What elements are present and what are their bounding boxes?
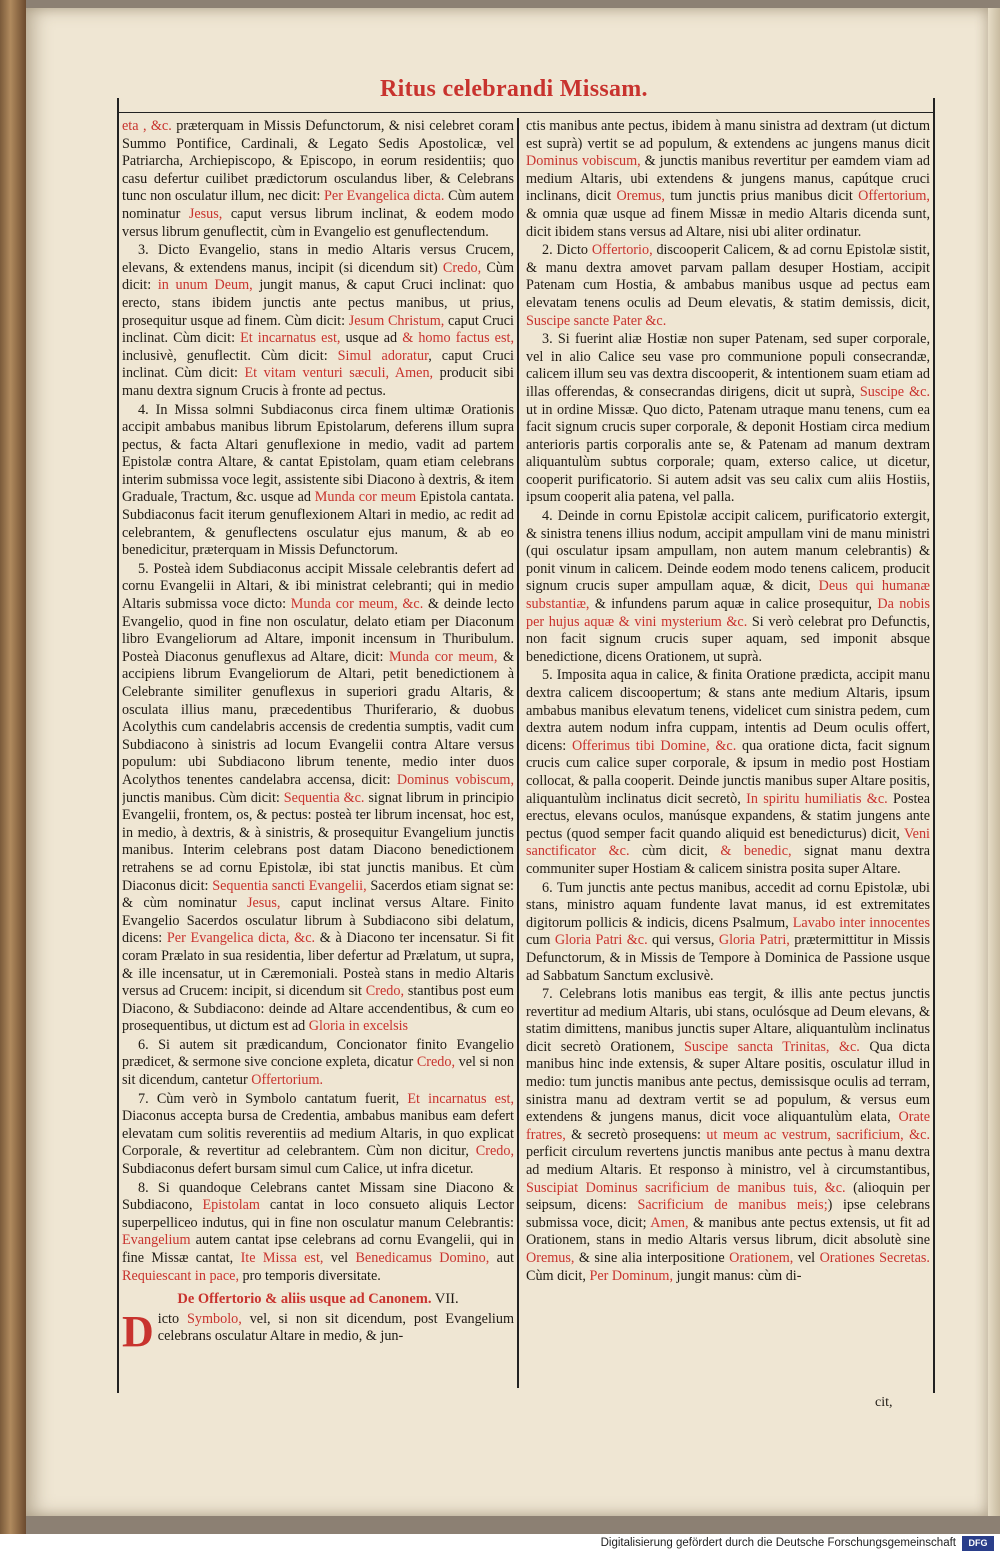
body-text: cùm dicit, (629, 843, 721, 860)
body-text: ut in ordine Missæ. Quo dicto, Patenam utraque manu tenens, cum ea facit signum crucis super corporale, & deponit Hostiam circa medium anterioris partis corporalis ante se, & Patenam ad manum dextram aliquantulùm subtus corporale; quam, exterso calice, ut dicetur, cooperit purificatorio. Si autem adsit vas seu calix cum aliis Hostiis, ipsum cooperit alia patena, vel palla. (526, 401, 930, 506)
rubric-text: Gloria Patri &c. (554, 932, 648, 949)
body-text: Diaconus accepta bursa de Credentia, ambabus manibus eam defert elevatam cum solitis reverentiis ad medium Altaris, in quo explicat Corporale, & revertitur ad celebrantem. Cùm non dicitur, (122, 1108, 514, 1160)
body-text: & deinde lecto Evangelio, quod in fine non osculatur, delato etiam per Diaconum libro Evangeliorum ad Altare, imponit incensum in Thuribulum. Posteà Diaconus genuflexus ad Altare, dicit: (122, 596, 514, 665)
rubric-text: & homo factus est, (402, 330, 514, 347)
body-text: inclusivè, genuflectit. Cùm dicit: (122, 347, 338, 364)
paragraph (122, 242, 514, 400)
rubric-text: Offerimus tibi Domine, &c. (571, 737, 737, 754)
body-text: & sine alia interpositione (574, 1250, 730, 1266)
body-text: icto (157, 1310, 187, 1327)
body-text: producit sibi manu dextra signum Crucis à fronte ad pectus. (122, 365, 514, 399)
body-text: signat manu dextra communiter super Hostiam & calicem sinistra posita super Altare. (526, 843, 930, 877)
body-text: aut (489, 1250, 514, 1266)
body-text: caput inclinat versus Altare. Finito Evangelio Sacerdos osculatur librum à Subdiacono sibi delatum, dicens: (122, 895, 514, 947)
rubric-text: Munda cor meum, &c. (290, 596, 424, 613)
rubric-text: Suscipe sancte Pater &c. (526, 312, 667, 329)
body-text: Cùm dicit: (122, 259, 514, 294)
rubric-text: Suscipiat Dominus sacrificium de manibus tuis, &c. (526, 1179, 846, 1196)
rubric-text: Et incarnatus est, (407, 1090, 514, 1107)
body-text: jungit manus: cùm di- (673, 1267, 802, 1284)
paragraph (526, 118, 930, 241)
frame-rule-right (933, 98, 935, 1393)
rubric-text: Oremus, (616, 188, 665, 205)
body-text: 6. Si autem sit prædicandum, Concionator finito Evangelio prædicet, & sermone sive concione expleta, dicatur (122, 1036, 514, 1071)
body-text: vel si non sit dicendum, cantetur (122, 1054, 514, 1089)
page-edge (988, 8, 1000, 1516)
body-text: pro temporis diversitate. (239, 1267, 381, 1284)
rubric-text: Oremus, (526, 1250, 575, 1266)
body-text: 3. Si fuerint aliæ Hostiæ non super Patenam, sed super corporale, vel in alio Calice seu vase pro communione populi consecrandæ, calicem illum seu vas dextra discooperit, & intentionem suam etiam ad illas offerendas, & consecrandas dirigens, dicit ut suprà, (526, 331, 930, 400)
body-text: 7. Cùm verò in Symbolo cantatum fuerit, (138, 1090, 408, 1107)
body-text: & manibus ante pectus extensis, ut fit ad Orationem, stans in medio Altaris versus librum, dicit absolutè sine (526, 1214, 930, 1249)
body-text: Si verò celebrat pro Defunctis, non facit signum crucis super aquam, sed imponit absque benedictione, dicens Orationem, ut suprà. (526, 613, 930, 665)
rubric-text: in unum Deum, (157, 277, 253, 294)
paragraph (526, 667, 930, 878)
body-text: qua oratione dicta, facit signum crucis cum calice super corporale, & ipsum in medio post Hostiam collocat, & palla cooperit. Deinde junctis manibus super Altare positis, aliquantulùm inclinatus dicit secretò, (526, 737, 930, 807)
body-text: prætermittitur in Missis Defunctorum, & in Missis de Tempore à Dominica de Passione usque ad Sabbatum Sanctum exclusivè. (526, 932, 930, 984)
rubric-text: Simul adoratur (337, 347, 429, 364)
rubric-text: Offertorium, (858, 188, 930, 205)
body-text: 8. Si quandoque Celebrans cantet Missam sine Diacono & Subdiacono, (122, 1179, 514, 1214)
rubric-text: Per Evangelica dicta. (324, 188, 445, 205)
body-text: Cùm dicit, (526, 1267, 590, 1284)
rubric-text: Per Evangelica dicta, &c. (166, 930, 316, 947)
body-text: stantibus post eum Diacono, & Subdiacono: deinde ad Altare accendentibus, & cum eo prosequentibus, ut dictum est ad (122, 983, 514, 1035)
body-text: & accipiens librum Evangeliorum de Altari, petit benedictionem à Celebrante similiter genuflexus in superiori gradu Altaris, & osculata illius manu, præcedentibus Thuriferario, & duobus Acolythis cum candelabris accensis de credentia sumptis, vadit cum Subdiacono à sinistris ad locum Evangelii contra Altare versus populum: ubi Subdiacono librum tenente, medio inter duos Acolythos tenentes candelabra accensa, dicit: (122, 648, 514, 788)
rubric-text: Jesus, (246, 895, 281, 912)
rubric-text: Veni sanctificator &c. (526, 825, 930, 860)
body-text: Subdiaconus defert bursam simul cum Calice, ut infra dicetur. (122, 1161, 474, 1178)
body-text: tum junctis prius manibus dicit (664, 188, 859, 205)
rubric-text: Da nobis per hujus aquæ & vini mysterium &c. (526, 596, 930, 630)
rubric-text: & benedic, (720, 843, 792, 860)
body-text: Cùm autem nominatur (122, 188, 514, 222)
body-text: & junctis manibus revertitur per eamdem viam ad medium Altaris, ubi extendens & jungens manus, capútque cruci inclinans, dicit (526, 153, 930, 205)
body-text: jungit manus, & caput Cruci inclinat: quo erecto, stans ibidem junctis ante pectus manibus, ut prius, prosequitur usque ad finem. Cùm dicit: (122, 277, 514, 329)
rubric-text: Jesum Christum, (348, 312, 445, 329)
body-text: vel, si non sit dicendum, post Evangelium celebrans osculatur Altare in medio, & jun- (157, 1310, 514, 1345)
rubric-text: Epistolam (202, 1197, 260, 1214)
paragraph (526, 986, 930, 1285)
rubric-text: Credo, (365, 983, 405, 1000)
rubric-text: Munda cor meum, (388, 648, 498, 665)
body-text: Epistola cantata. Subdiaconus facit iterum genuflexionem Altari in medio, ac redit ad celebrantem, & genuflectens osculatur ejus manum, & ab eo benedicitur, præterquam in Missis Defunctorum. (122, 489, 514, 559)
body-text: vel (323, 1250, 356, 1266)
body-text: & à Diacono ter incensatur. Si fit coram Prælato in sua residentia, liber defertur ad Prælatum, ut supra, & ille incensatur, ut in Cæremoniali. Posteà stans in medio Altaris versus ad Crucem: incipit, si dicendum sit (122, 930, 514, 1000)
body-text: ctis manibus ante pectus, ibidem à manu sinistra ad dextram (ut dictum est suprà) vertit se ad populum, & extendens ac jungens manus dicit (526, 118, 930, 152)
body-text: autem cantat ipse celebrans ad cornu Evangelii, qui in fine Missæ cantat, (122, 1232, 514, 1266)
drop-capital: D (122, 1306, 154, 1356)
paragraph (526, 508, 930, 666)
paragraph (526, 880, 930, 986)
body-text: , caput Cruci inclinat. Cùm dicit: (122, 347, 514, 382)
body-text: Qua dicta manibus hinc inde extensis, & super Altare positis, osculatur illud in medio: tum junctis manibus ante pectus, demissisque oculis ad terram, sinistra manu ad dextram vertit se ad populum, & versus eum extendens & jungens manus, dicit voce aliquantulùm elata, (526, 1038, 930, 1126)
rubric-text: Suscipe sancta Trinitas, &c. (684, 1038, 860, 1055)
body-text: Sacerdos etiam signat se: & cùm nominatur (122, 877, 514, 912)
body-text: cantat in loco consueto aliquis Lector superpelliceo indutus, qui in fine non osculatur manum Celebrantis: (122, 1197, 514, 1231)
body-text: 2. Dicto (542, 242, 592, 259)
body-text: cum (526, 932, 555, 949)
rubric-text: ut meum ac vestrum, sacrificium, &c. (706, 1126, 930, 1143)
paragraph (526, 331, 930, 507)
rubric-text: Sequentia &c. (283, 789, 365, 806)
body-text: perficit circulum revertens junctis manibus ante pectus à manu dextra ad medium Altaris. Et responso à ministro, vel à circumstantibus, (526, 1144, 930, 1179)
dfg-logo: DFG (962, 1536, 994, 1551)
rubric-text: Munda cor meum (314, 489, 417, 506)
body-text: & infundens parum aquæ in calice prosequitur, (589, 596, 878, 613)
rubric-text: Gloria in excelsis (308, 1018, 409, 1035)
body-text: usque ad (340, 330, 403, 347)
rubric-text: Orate fratres, (526, 1109, 930, 1143)
rubric-text: Symbolo, (186, 1310, 242, 1327)
rubric-text: Credo, (475, 1143, 514, 1160)
rubric-text: Suscipe &c. (859, 383, 930, 400)
opening-paragraph (122, 1306, 514, 1356)
rubric-text: Ite Missa est, (240, 1250, 324, 1266)
body-text: 6. Tum junctis ante pectus manibus, accedit ad cornu Epistolæ, ubi stans, ministro aquam fundente lavat manus, id est extremitates digitorum pollicis & indicis, dicens Psalmum, (526, 879, 930, 931)
running-header: Ritus celebrandi Missam. (380, 76, 648, 102)
rubric-text: Evangelium (122, 1232, 191, 1249)
rubric-text: Dominus vobiscum, (396, 771, 514, 788)
body-text: discooperit Calicem, & ad cornu Epistolæ sistit, & manu dextra amovet parvam pallam desuper Hostiam, accipit Patenam cum Hostia, & ambabus manibus usque ad pectus eam elevatam tenens oculis ad Deum elevatis, & statim demissis, dicit, (526, 242, 930, 311)
rubric-text: eta , &c. (122, 118, 172, 134)
rubric-text: Orationem, (729, 1250, 794, 1266)
body-text: 4. In Missa solmni Subdiaconus circa finem ultimæ Orationis accipit ambabus manibus librum Epistolarum, deferens illum supra pectus, & facta Altari genuflexione in medio, vadit ad partem Epistolæ contra Altare, & cantat Epistolam, quam etiam celebrans interim submissa voce legit, assistente sibi Diacono à dextris, & item Graduale, Tractum, &c. usque ad (122, 401, 514, 506)
rubric-text: Credo, (442, 259, 482, 276)
book-binding (0, 0, 26, 1554)
body-text: ) ipse celebrans submissa voce, dicit; (526, 1197, 930, 1231)
catchword: cit, (875, 1395, 893, 1410)
frame-rule-left (117, 98, 119, 1393)
body-text: (alioquin per seipsum, dicens: (526, 1179, 930, 1214)
rubric-text: Dominus vobiscum, (526, 153, 641, 170)
paragraph (526, 242, 930, 330)
paragraph (122, 1180, 514, 1286)
rubric-text: Offertorium. (251, 1072, 324, 1089)
rubric-text: In spiritu humiliatis &c. (746, 790, 888, 807)
rubric-text: Per Dominum, (589, 1267, 673, 1284)
body-text: junctis manibus. Cùm dicit: (122, 789, 284, 806)
frame-rule-middle (517, 118, 519, 1388)
body-text: præterquam in Missis Defunctorum, & nisi celebret coram Summo Pontifice, Cardinali, & Legato Sedis Apostolicæ, vel Patriarcha, Archiepiscopo, & Episcopo, in eorum residentiis; quo casu defertur cuilibet prædictorum osculandus liber, & Celebrans tunc non osculatur illum, nec dicit: (122, 118, 514, 205)
body-text: & secretò prosequens: (565, 1126, 707, 1143)
body-text: 5. Posteà idem Subdiaconus accipit Missale celebrantis defert ad cornu Evangelii in Altari, & ibi ministrat celebranti; qui in medio Altaris submissa voce dicto: (122, 560, 514, 613)
rubric-text: Sacrificium de manibus meis; (637, 1197, 828, 1214)
footer-text: Digitalisierung gefördert durch die Deutsche Forschungsgemeinschaft (600, 1537, 956, 1549)
rubric-text: Sequentia sancti Evangelii, (212, 877, 367, 894)
section-number: VII. (431, 1291, 459, 1308)
paragraph (122, 561, 514, 1036)
frame-rule-top (117, 112, 935, 113)
rubric-text: Et vitam venturi sæculi, Amen, (244, 365, 434, 382)
rubric-text: Offertorio, (591, 242, 653, 259)
paragraph (122, 402, 514, 560)
rubric-text: Lavabo inter innocentes (792, 914, 930, 931)
rubric-text: Benedicamus Domino, (355, 1250, 490, 1266)
body-text: caput Cruci inclinat. Cùm dicit: (122, 312, 514, 347)
rubric-text: Orationes Secretas. (819, 1250, 930, 1266)
section-title-text: De Offertorio & aliis usque ad Canonem. (177, 1291, 432, 1308)
right-column (526, 118, 930, 1386)
rubric-text: Jesus, (188, 205, 223, 222)
rubric-text: Amen, (650, 1214, 689, 1231)
body-text: & omnia quæ usque ad finem Missæ in medio Altaris dicenda sunt, dicit ibidem stans versus ad Altare, nisi ubi aliter ordinatur. (526, 205, 930, 240)
rubric-text: Et incarnatus est, (240, 330, 341, 347)
body-text: Postea erectus, elevans oculos, manúsque expandens, & statim jungens ante pectus (quod semper facit quando aliquid est benedicturus) dicit, (526, 790, 930, 842)
rubric-text: Credo, (416, 1054, 456, 1071)
footer-bar (0, 1534, 1000, 1554)
body-text: 3. Dicto Evangelio, stans in medio Altaris versus Crucem, elevans, & extendens manus, incipit (si dicendum sit) (122, 242, 514, 276)
paragraph (122, 1037, 514, 1090)
body-text: signat librum in principio Evangelii, frontem, os, & pectus: posteà ter librum incensat, hoc est, in medio, à dextris, & à sinistris, & prosequitur Evangelium junctis manibus. Interim celebrans post datam Diacono benedictionem retrahens se ad cornu Epistolæ, ibi stat junctis manibus. Et cùm Diaconus dicit: (122, 789, 514, 894)
section-title (122, 1291, 514, 1309)
body-text: 4. Deinde in cornu Epistolæ accipit calicem, purificatorio extergit, & sinistra tenens illius nodum, accipit ampullam vini de manu ministri (qui osculatur ipsam ampullam, non autem manum celebrantis) & ponit vinum in calicem. Deinde eodem modo tenens calicem, producit signum crucis super ampullam aquæ, & dicit, (526, 508, 930, 595)
rubric-text: Deus qui humanæ substantiæ, (526, 578, 930, 613)
paragraph (122, 1091, 514, 1179)
left-column (122, 118, 514, 1386)
paragraph (122, 118, 514, 241)
rubric-text: Requiescant in pace, (122, 1267, 239, 1284)
body-text: caput versus librum inclinat, & eodem modo versus librum genuflectit, cùm in Evangelio est genuflectendum. (122, 205, 514, 240)
body-text: qui versus, (647, 932, 719, 949)
body-text: vel (793, 1250, 820, 1266)
body-text: 7. Celebrans lotis manibus eas tergit, & illis ante pectus junctis revertitur ad medium Altaris, ubi stans, oculósque ad Deum elevans, & statim dimittens, manibus junctis super Altare, aliquantulùm inclinatus dicit secretò Orationem, (526, 986, 930, 1055)
body-text: 5. Imposita aqua in calice, & finita Oratione prædicta, accipit manu dextra calicem discoopertum; & stans ante medium Altaris, ipsum ambabus manibus elevatum tenens, videlicet cum sinistra pedem, cum dextra autem nodum infra cuppam, intentis ad Deum oculis offert, dicens: (526, 667, 930, 754)
rubric-text: Gloria Patri, (718, 932, 790, 949)
